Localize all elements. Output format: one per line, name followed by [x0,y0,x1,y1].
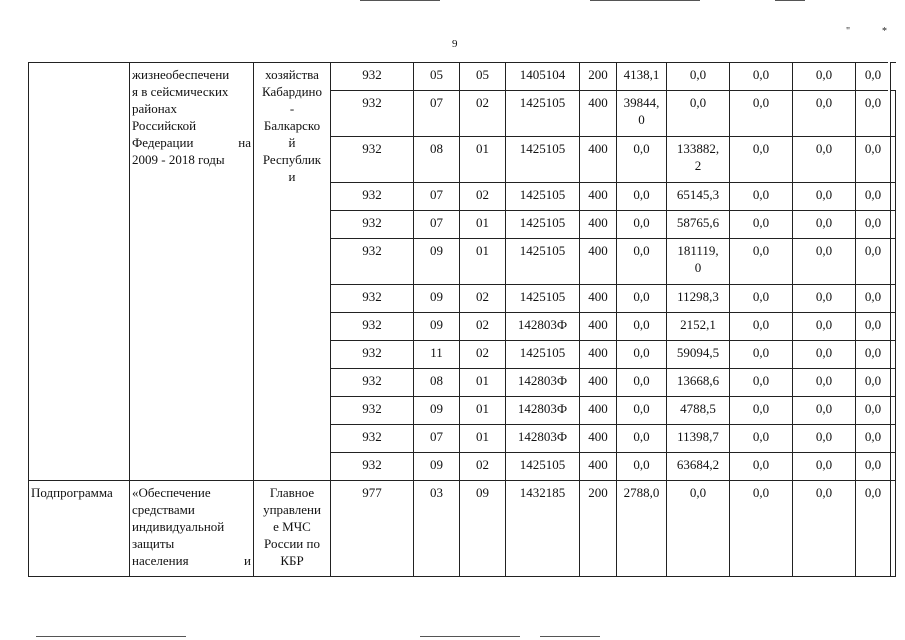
table-cell-empty [891,183,896,211]
table-body [29,63,896,577]
cell-line: КБР [280,553,304,568]
table-cell: 02 [460,183,506,211]
table-cell: 400 [580,285,617,313]
table-cell: 0,0 [617,453,667,481]
table-cell: 08 [414,369,460,397]
table-cell: 0,0 [856,313,891,341]
table-cell: 932 [331,369,414,397]
table-cell: 932 [331,183,414,211]
page-number: 9 [452,38,458,50]
table-cell-empty [891,91,896,137]
table-cell: 0,0 [730,285,793,313]
table-cell: 932 [331,137,414,183]
table-cell: 01 [460,211,506,239]
table-cell-empty [891,137,896,183]
table-cell: 05 [460,63,506,91]
cell-line: управлени [263,502,321,517]
table-cell: 0,0 [617,211,667,239]
table-cell-empty [891,239,896,285]
table-cell: 0,0 [856,425,891,453]
table-cell: 0,0 [793,137,856,183]
table-cell: 0,0 [730,137,793,183]
cell-line: средствами [132,502,195,517]
table-cell: 0,0 [793,453,856,481]
cell-line: населения и [132,553,251,568]
cell-line: Главное [269,485,315,500]
table-cell: 0,0 [617,239,667,285]
table-cell: 932 [331,211,414,239]
table-cell: 2788,0 [617,481,667,577]
table-cell: 0,0 [667,91,730,137]
cell-subprogram-name [130,481,254,577]
table-cell: 07 [414,425,460,453]
table-cell: 0,0 [793,285,856,313]
table-cell: 0,0 [856,285,891,313]
table-cell: 1425105 [506,341,580,369]
table-cell: 932 [331,285,414,313]
cell-line: я в сейсмических [132,84,229,99]
cell-line: - [289,101,295,116]
cell-line: «Обеспечение [132,485,211,500]
table-cell: 142803Ф [506,369,580,397]
table-cell: 02 [460,453,506,481]
table-cell: 0,0 [856,91,891,137]
table-cell: 1425105 [506,183,580,211]
cell-line: 2009 - 2018 годы [132,152,225,167]
table-cell: 05 [414,63,460,91]
cell-program-type [29,63,130,481]
table-cell: 142803Ф [506,313,580,341]
table-cell: 1425105 [506,91,580,137]
table-cell: 0,0 [856,63,891,91]
table-cell: 0,0 [730,211,793,239]
speck-mark-1: " [846,26,851,37]
table-cell: 0,0 [667,481,730,577]
table-cell: 977 [331,481,414,577]
cell-line: жизнеобеспечени [132,67,230,82]
table-cell: 0,0 [730,91,793,137]
table-cell: 0,0 [793,211,856,239]
table-cell: 0,0 [793,63,856,91]
table-cell: 4138,1 [617,63,667,91]
table-cell: 0,0 [856,137,891,183]
table-cell: 0,0 [793,183,856,211]
table-cell: 932 [331,91,414,137]
table-cell: 400 [580,239,617,285]
cell-program-name [130,63,254,481]
table-row [29,63,896,91]
table-cell: 0,0 [730,397,793,425]
table-cell: 400 [580,313,617,341]
table-cell: 09 [414,397,460,425]
cell-line: е МЧС [273,519,311,534]
table-cell: 01 [460,369,506,397]
table-cell: 0,0 [617,341,667,369]
table-cell-empty [891,425,896,453]
table-cell: 65145,3 [667,183,730,211]
table-cell: 4788,5 [667,397,730,425]
table-cell: 400 [580,369,617,397]
table-cell: 0,0 [856,183,891,211]
cell-subprogram-label: Подпрограмма [29,481,130,577]
table-cell: 400 [580,425,617,453]
right-margin-gap [888,62,890,128]
table-cell: 200 [580,481,617,577]
table-row-subprogram [29,481,896,577]
table-cell: 0,0 [793,425,856,453]
cell-line: Российской [132,118,197,133]
table-cell: 400 [580,137,617,183]
scan-artifact-bottom-1 [36,636,186,637]
table-cell: 03 [414,481,460,577]
table-cell: 58765,6 [667,211,730,239]
table-cell: 0,0 [856,369,891,397]
table-cell: 02 [460,313,506,341]
table-cell: 932 [331,63,414,91]
table-cell: 2152,1 [667,313,730,341]
table-cell: 02 [460,285,506,313]
table-cell: 07 [414,91,460,137]
table-cell: 133882, 2 [667,137,730,183]
table-cell-empty [891,285,896,313]
table-cell: 39844, 0 [617,91,667,137]
table-cell: 13668,6 [667,369,730,397]
table-cell: 0,0 [856,481,891,577]
table-cell-empty [891,211,896,239]
table-cell: 59094,5 [667,341,730,369]
table-cell: 400 [580,183,617,211]
scan-artifact-top-3 [775,0,805,1]
cell-line: районах [132,101,177,116]
table-cell: 0,0 [730,425,793,453]
table-cell: 0,0 [856,453,891,481]
table-cell-empty [891,63,896,91]
table-cell: 01 [460,239,506,285]
table-cell: 11 [414,341,460,369]
table-cell: 0,0 [617,137,667,183]
table-cell: 142803Ф [506,397,580,425]
table-cell-empty [891,453,896,481]
table-cell: 181119, 0 [667,239,730,285]
table-cell: 1425105 [506,285,580,313]
table-cell: 932 [331,313,414,341]
cell-line: Балкарско [263,118,321,133]
table-cell: 1425105 [506,239,580,285]
table-cell: 0,0 [793,239,856,285]
table-cell: 02 [460,341,506,369]
table-cell: 932 [331,453,414,481]
table-cell: 0,0 [730,183,793,211]
table-cell: 0,0 [730,313,793,341]
scan-artifact-top-2 [590,0,700,1]
cell-line: Республик [262,152,322,167]
table-cell-empty [891,313,896,341]
table-cell: 09 [414,239,460,285]
table-cell: 200 [580,63,617,91]
table-cell: 400 [580,211,617,239]
table-cell: 0,0 [617,285,667,313]
table-cell: 400 [580,341,617,369]
table-cell: 0,0 [617,369,667,397]
table-cell: 1425105 [506,453,580,481]
table-cell: 09 [414,453,460,481]
cell-line: Федерации на [132,135,251,150]
table-cell: 0,0 [856,211,891,239]
cell-line: хозяйства [265,67,319,82]
cell-line: индивидуальной [132,519,225,534]
table-cell: 142803Ф [506,425,580,453]
table-cell: 01 [460,397,506,425]
table-cell-empty [891,397,896,425]
table-cell: 0,0 [793,369,856,397]
table-cell: 400 [580,397,617,425]
table-cell: 02 [460,91,506,137]
table-cell: 11398,7 [667,425,730,453]
cell-line: Кабардино [261,84,322,99]
table-cell: 0,0 [730,481,793,577]
table-cell: 0,0 [856,239,891,285]
table-cell: 01 [460,425,506,453]
table-cell: 932 [331,425,414,453]
table-cell: 0,0 [730,239,793,285]
table-cell: 0,0 [793,397,856,425]
table-cell: 932 [331,341,414,369]
table-cell: 01 [460,137,506,183]
table-cell: 1405104 [506,63,580,91]
table-cell: 09 [414,313,460,341]
table-cell: 63684,2 [667,453,730,481]
table-cell: 11298,3 [667,285,730,313]
table-cell: 1432185 [506,481,580,577]
cell-responsible [254,63,331,481]
table-cell: 0,0 [793,341,856,369]
table-cell: 07 [414,183,460,211]
table-cell: 0,0 [617,313,667,341]
budget-table [28,62,896,577]
table-cell: 0,0 [856,341,891,369]
scan-artifact-bottom-2 [420,636,520,637]
scan-artifact-bottom-3 [540,636,600,637]
table-cell: 0,0 [730,453,793,481]
table-cell-empty [891,341,896,369]
table-cell: 1425105 [506,211,580,239]
cell-subprogram-responsible [254,481,331,577]
cell-line: й [288,135,296,150]
table-cell: 0,0 [617,397,667,425]
table-cell: 932 [331,239,414,285]
cell-line: и [288,169,296,184]
table-cell: 1425105 [506,137,580,183]
speck-mark-2: * [882,26,887,37]
table-cell: 0,0 [617,183,667,211]
table-cell: 08 [414,137,460,183]
table-cell: 932 [331,397,414,425]
table-cell: 0,0 [856,397,891,425]
table-cell: 0,0 [617,425,667,453]
table-cell: 09 [460,481,506,577]
table-cell: 0,0 [730,369,793,397]
cell-line: защиты [132,536,175,551]
table-cell: 0,0 [793,313,856,341]
table-cell: 400 [580,91,617,137]
table-cell-empty [891,481,896,577]
table-cell: 0,0 [793,481,856,577]
table-cell: 07 [414,211,460,239]
table-cell: 09 [414,285,460,313]
table-cell: 0,0 [730,63,793,91]
table-cell: 0,0 [730,341,793,369]
table-cell: 0,0 [667,63,730,91]
scan-artifact-top-1 [360,0,440,1]
cell-line: России по [264,536,320,551]
table-cell: 0,0 [793,91,856,137]
table-cell: 400 [580,453,617,481]
table-cell-empty [891,369,896,397]
